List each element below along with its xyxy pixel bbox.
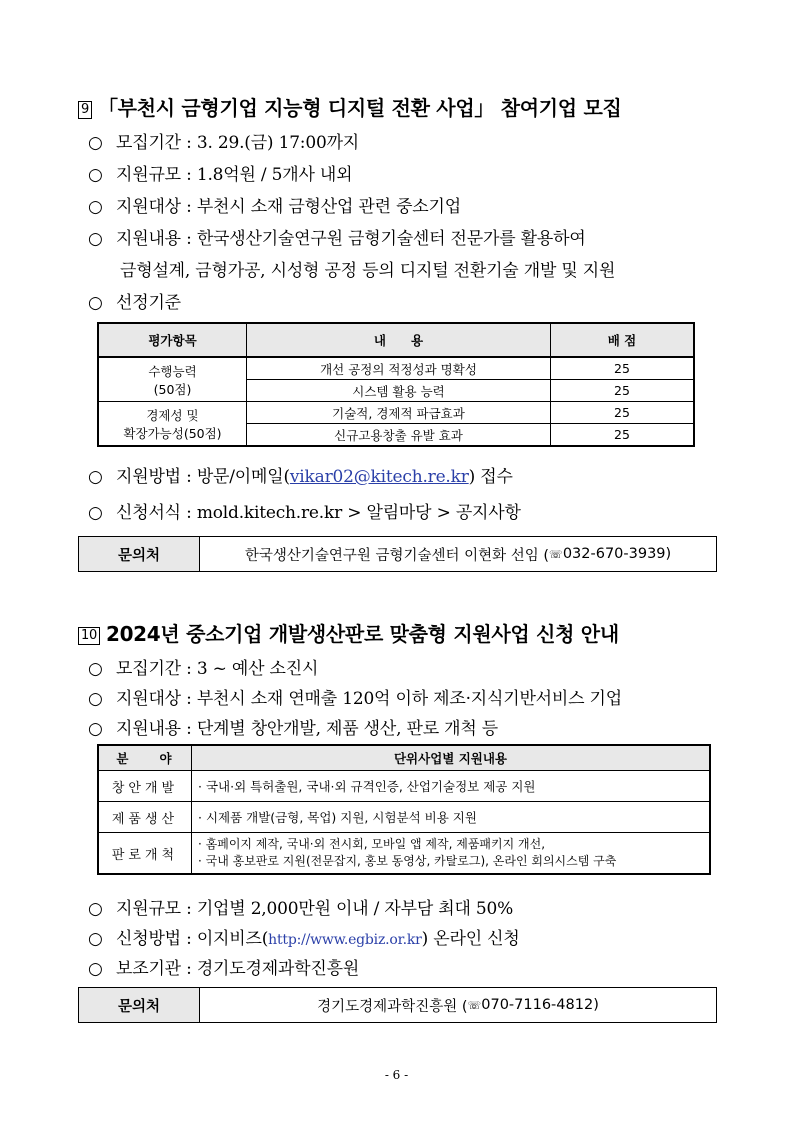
table-header: 단위사업별 지원내용 [192, 745, 711, 771]
table-cell-category: 판로개척 [98, 833, 192, 875]
section9-title: 9 「부천시 금형기업 지능형 디지털 전환 사업」 참여기업 모집 [78, 92, 622, 121]
table-header: 분 야 [98, 745, 192, 771]
table-cell-category: 수행능력 (50점) [98, 357, 247, 402]
list-item: ○ 보조기관 : 경기도경제과학진흥원 [88, 959, 360, 979]
list-item: ○ 지원규모 : 기업별 2,000만원 이내 / 자부담 최대 50% [88, 899, 514, 919]
contact-box [78, 987, 717, 1023]
table-cell: 25 [551, 357, 695, 380]
section10-title: 10 2024년 중소기업 개발생산판로 맞춤형 지원사업 신청 안내 [78, 618, 619, 647]
list-item-continuation: 금형설계, 금형가공, 시성형 공정 등의 디지털 전환기술 개발 및 지원 [120, 261, 616, 281]
table-cell: 신규고용창출 유발 효과 [247, 424, 551, 447]
table-cell: 25 [551, 402, 695, 424]
phone-icon: ☏ [467, 998, 482, 1012]
table-cell: 기술적, 경제적 파급효과 [247, 402, 551, 424]
table-cell: 개선 공정의 적정성과 명확성 [247, 357, 551, 380]
email-link[interactable]: vikar02@kitech.re.kr [289, 467, 469, 487]
list-item: ○ 지원내용 : 단계별 창안개발, 제품 생산, 판로 개척 등 [88, 719, 499, 739]
table-cell-category: 경제성 및 확장가능성(50점) [98, 402, 247, 447]
contact-value: 경기도경제과학진흥원 ( ☏ 070-7116-4812) [317, 997, 599, 1015]
list-item: ○ 모집기간 : 3. 29.(금) 17:00까지 [88, 133, 360, 153]
selection-criteria-table [97, 322, 695, 447]
egbiz-link[interactable]: http://www.egbiz.or.kr [268, 932, 422, 948]
table-cell: 시스템 활용 능력 [247, 380, 551, 402]
table-cell: · 홈페이지 제작, 국내·외 전시회, 모바일 앱 제작, 제품패키지 개선, · 국내 홍보판로 지원(전문잡지, 홍보 동영상, 카탈로그), 온라인 회의시스템 구축 [192, 833, 711, 875]
table-cell: 25 [551, 380, 695, 402]
contact-box [78, 536, 717, 572]
list-item: ○ 지원방법 : 방문/이메일(vikar02@kitech.re.kr) 접수 [88, 467, 513, 487]
contact-label: 문의처 [79, 988, 200, 1022]
contact-value: 한국생산기술연구원 금형기술센터 이현화 선임 ( ☏ 032-670-3939) [244, 546, 672, 564]
list-item: ○ 지원내용 : 한국생산기술연구원 금형기술센터 전문가를 활용하여 [88, 229, 586, 249]
list-item: ○ 지원대상 : 부천시 소재 금형산업 관련 중소기업 [88, 197, 461, 217]
section9-number: 9 [78, 101, 92, 119]
table-cell: · 시제품 개발(금형, 목업) 지원, 시험분석 비용 지원 [192, 802, 711, 833]
table-header: 내 용 [247, 323, 551, 357]
list-item: ○ 신청서식 : mold.kitech.re.kr > 알림마당 > 공지사항 [88, 503, 521, 523]
table-cell: · 국내·외 특허출원, 국내·외 규격인증, 산업기술정보 제공 지원 [192, 771, 711, 802]
table-cell: 25 [551, 424, 695, 447]
table-header: 평가항목 [98, 323, 247, 357]
contact-label: 문의처 [79, 537, 200, 571]
table-header: 배 점 [551, 323, 695, 357]
section10-number: 10 [78, 627, 100, 645]
page-number: - 6 - [384, 1068, 409, 1082]
list-item: ○ 모집기간 : 3 ~ 예산 소진시 [88, 659, 319, 679]
table-cell-category: 창안개발 [98, 771, 192, 802]
list-item: ○ 신청방법 : 이지비즈(http://www.egbiz.or.kr) 온라인 신청 [88, 929, 520, 949]
table-cell-category: 제품생산 [98, 802, 192, 833]
list-item: ○ 지원대상 : 부천시 소재 연매출 120억 이하 제조·지식기반서비스 기업 [88, 689, 622, 709]
phone-icon: ☏ [549, 547, 563, 561]
list-item: ○ 지원규모 : 1.8억원 / 5개사 내외 [88, 165, 353, 185]
support-content-table [97, 744, 711, 875]
list-item: ○ 선정기준 [88, 293, 181, 313]
